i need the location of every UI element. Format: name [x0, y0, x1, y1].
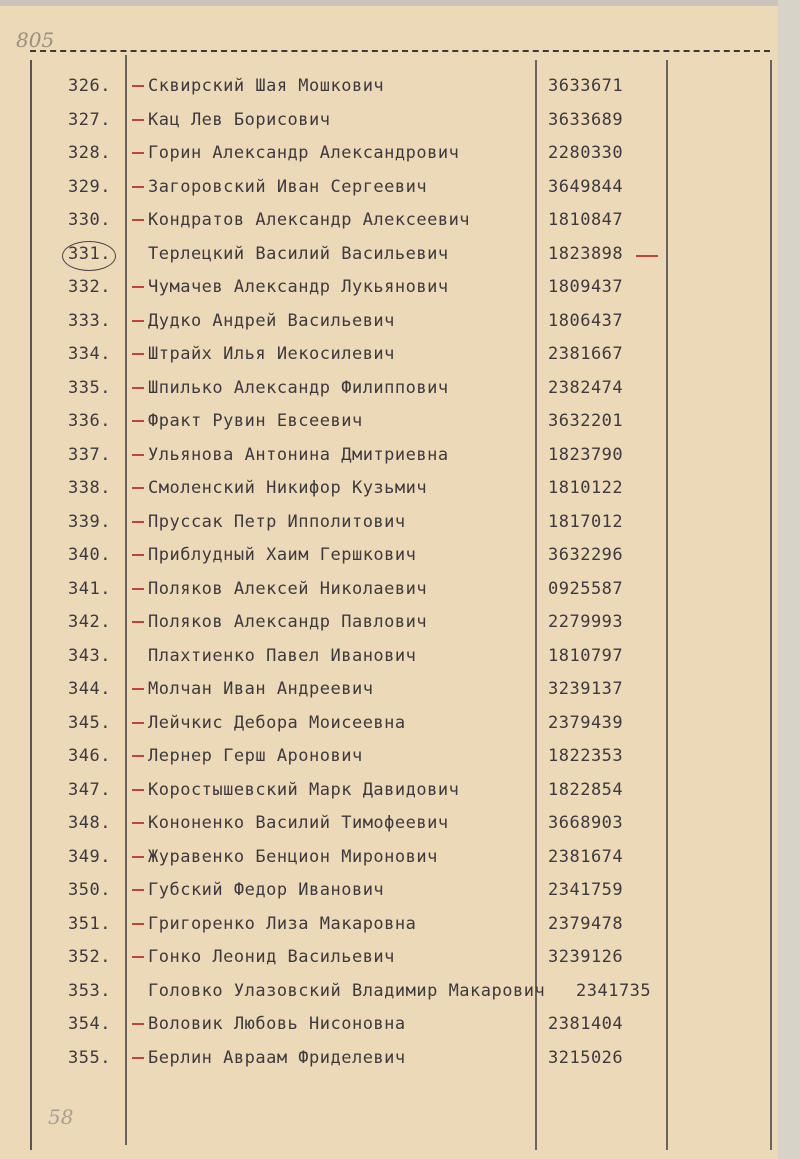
red-check-mark	[132, 688, 144, 690]
registry-number: 3649844	[548, 176, 624, 197]
registry-number: 3633671	[548, 76, 624, 96]
red-check-mark	[132, 219, 144, 221]
registry-number: 1810847	[548, 210, 624, 230]
person-name: Фракт Рувин Евсеевич	[148, 411, 363, 431]
registry-number: 0925587	[548, 578, 624, 599]
red-check-mark	[132, 755, 144, 757]
person-name: Журавенко Бенцион Миронович	[148, 846, 438, 867]
registry-number: 1823790	[548, 444, 624, 465]
person-name: Головко Улазовский Владимир Макарович	[148, 980, 546, 1001]
list-row	[0, 508, 778, 536]
list-row	[0, 541, 778, 569]
list-row	[0, 106, 778, 134]
list-row	[0, 374, 778, 402]
person-name: Кац Лев Борисович	[148, 109, 331, 130]
red-check-mark	[132, 85, 144, 87]
registry-number: 1822353	[548, 746, 624, 766]
registry-number: 2341735	[576, 980, 652, 1001]
corner-pencil-note: 805	[16, 28, 55, 52]
red-check-mark	[132, 353, 144, 355]
row-number: 349.	[68, 846, 111, 867]
registry-number: 2379478	[548, 913, 624, 934]
person-name: Пруссак Петр Ипполитович	[148, 511, 406, 532]
list-row	[0, 675, 778, 703]
row-number: 335.	[68, 377, 111, 398]
list-row	[0, 910, 778, 938]
registry-number: 2280330	[548, 143, 624, 163]
person-name: Поляков Александр Павлович	[148, 612, 428, 632]
list-row	[0, 843, 778, 871]
row-number: 326.	[68, 76, 111, 96]
list-row	[0, 72, 778, 100]
red-margin-mark	[636, 255, 658, 257]
registry-number: 2379439	[548, 712, 624, 733]
list-row	[0, 240, 778, 268]
row-number: 355.	[68, 1047, 111, 1068]
registry-number: 2381674	[548, 846, 624, 867]
person-name: Поляков Алексей Николаевич	[148, 578, 428, 599]
list-row	[0, 742, 778, 770]
list-row	[0, 340, 778, 368]
list-row	[0, 206, 778, 234]
person-name: Горин Александр Александрович	[148, 143, 460, 163]
registry-number: 2381404	[548, 1014, 624, 1034]
row-number: 334.	[68, 344, 111, 364]
red-check-mark	[132, 588, 144, 590]
registry-number: 3633689	[548, 109, 624, 130]
person-name: Гонко Леонид Васильевич	[148, 947, 395, 967]
row-number: 347.	[68, 779, 111, 800]
person-name: Терлецкий Василий Васильевич	[148, 243, 449, 264]
person-name: Берлин Авраам Фриделевич	[148, 1047, 406, 1068]
top-dashed-rule	[30, 50, 770, 52]
registry-number: 1822854	[548, 779, 624, 800]
list-row	[0, 474, 778, 502]
list-row	[0, 139, 778, 167]
list-row	[0, 307, 778, 335]
person-name: Ульянова Антонина Дмитриевна	[148, 444, 449, 465]
row-number: 351.	[68, 913, 111, 934]
red-check-mark	[132, 521, 144, 523]
red-check-mark	[132, 554, 144, 556]
person-name: Григоренко Лиза Макаровна	[148, 913, 417, 934]
bottom-pencil-note: 58	[48, 1105, 74, 1129]
row-number: 354.	[68, 1014, 111, 1034]
row-number: 340.	[68, 545, 111, 565]
red-check-mark	[132, 923, 144, 925]
row-number: 344.	[68, 679, 111, 699]
row-number: 342.	[68, 612, 111, 632]
registry-number: 1806437	[548, 310, 624, 331]
red-check-mark	[132, 822, 144, 824]
registry-number: 1810797	[548, 645, 624, 666]
list-row	[0, 709, 778, 737]
row-number: 336.	[68, 411, 111, 431]
row-number: 341.	[68, 578, 111, 599]
person-name: Штрайх Илья Иекосилевич	[148, 344, 395, 364]
list-row	[0, 441, 778, 469]
list-row	[0, 977, 778, 1005]
list-row	[0, 809, 778, 837]
person-name: Воловик Любовь Нисоновна	[148, 1014, 406, 1034]
person-name: Сквирский Шая Мошкович	[148, 76, 385, 96]
person-name: Смоленский Никифор Кузьмич	[148, 478, 428, 498]
red-check-mark	[132, 1057, 144, 1059]
list-row	[0, 876, 778, 904]
registry-number: 1823898	[548, 243, 624, 264]
red-check-mark	[132, 889, 144, 891]
registry-number: 2382474	[548, 377, 624, 398]
row-number: 329.	[68, 176, 111, 197]
row-number: 332.	[68, 277, 111, 297]
row-number: 330.	[68, 210, 111, 230]
red-check-mark	[132, 956, 144, 958]
circled-number-annotation	[62, 241, 116, 271]
red-check-mark	[132, 789, 144, 791]
red-check-mark	[132, 119, 144, 121]
registry-number: 2279993	[548, 612, 624, 632]
list-row	[0, 575, 778, 603]
list-row	[0, 608, 778, 636]
person-name: Лейчкис Дебора Моисеевна	[148, 712, 406, 733]
registry-number: 3668903	[548, 813, 624, 833]
list-row	[0, 642, 778, 670]
red-check-mark	[132, 387, 144, 389]
person-name: Загоровский Иван Сергеевич	[148, 176, 428, 197]
list-row	[0, 1044, 778, 1072]
person-name: Кононенко Василий Тимофеевич	[148, 813, 449, 833]
row-number: 339.	[68, 511, 111, 532]
row-number: 350.	[68, 880, 111, 900]
row-number: 328.	[68, 143, 111, 163]
row-number: 331.	[68, 243, 111, 264]
row-number: 338.	[68, 478, 111, 498]
row-number: 346.	[68, 746, 111, 766]
person-name: Плахтиенко Павел Иванович	[148, 645, 417, 666]
red-check-mark	[132, 1023, 144, 1025]
registry-number: 3632201	[548, 411, 624, 431]
person-name: Дудко Андрей Васильевич	[148, 310, 395, 331]
red-check-mark	[132, 621, 144, 623]
person-name: Кондратов Александр Алексеевич	[148, 210, 471, 230]
person-name: Шпилько Александр Филиппович	[148, 377, 449, 398]
row-number: 345.	[68, 712, 111, 733]
row-number: 343.	[68, 645, 111, 666]
person-name: Губский Федор Иванович	[148, 880, 385, 900]
registry-number: 3215026	[548, 1047, 624, 1068]
registry-number: 2341759	[548, 880, 624, 900]
list-row	[0, 173, 778, 201]
list-row	[0, 273, 778, 301]
red-check-mark	[132, 152, 144, 154]
registry-number: 1809437	[548, 277, 624, 297]
page-right-edge	[778, 0, 800, 1159]
person-name: Коростышевский Марк Давидович	[148, 779, 460, 800]
registry-number: 1810122	[548, 478, 624, 498]
row-number: 327.	[68, 109, 111, 130]
red-check-mark	[132, 856, 144, 858]
red-check-mark	[132, 420, 144, 422]
list-row	[0, 407, 778, 435]
red-check-mark	[132, 286, 144, 288]
registry-number: 3239126	[548, 947, 624, 967]
person-name: Молчан Иван Андреевич	[148, 679, 374, 699]
row-number: 352.	[68, 947, 111, 967]
person-name: Приблудный Хаим Гершкович	[148, 545, 417, 565]
registry-number: 3632296	[548, 545, 624, 565]
registry-number: 3239137	[548, 679, 624, 699]
row-number: 353.	[68, 980, 111, 1001]
red-check-mark	[132, 454, 144, 456]
list-row	[0, 776, 778, 804]
list-row	[0, 943, 778, 971]
red-check-mark	[132, 186, 144, 188]
person-name: Лернер Герш Аронович	[148, 746, 363, 766]
list-row	[0, 1010, 778, 1038]
person-name: Чумачев Александр Лукьянович	[148, 277, 449, 297]
red-check-mark	[132, 722, 144, 724]
row-number: 337.	[68, 444, 111, 465]
red-check-mark	[132, 320, 144, 322]
red-check-mark	[132, 487, 144, 489]
row-number: 333.	[68, 310, 111, 331]
registry-number: 1817012	[548, 511, 624, 532]
row-number: 348.	[68, 813, 111, 833]
registry-number: 2381667	[548, 344, 624, 364]
